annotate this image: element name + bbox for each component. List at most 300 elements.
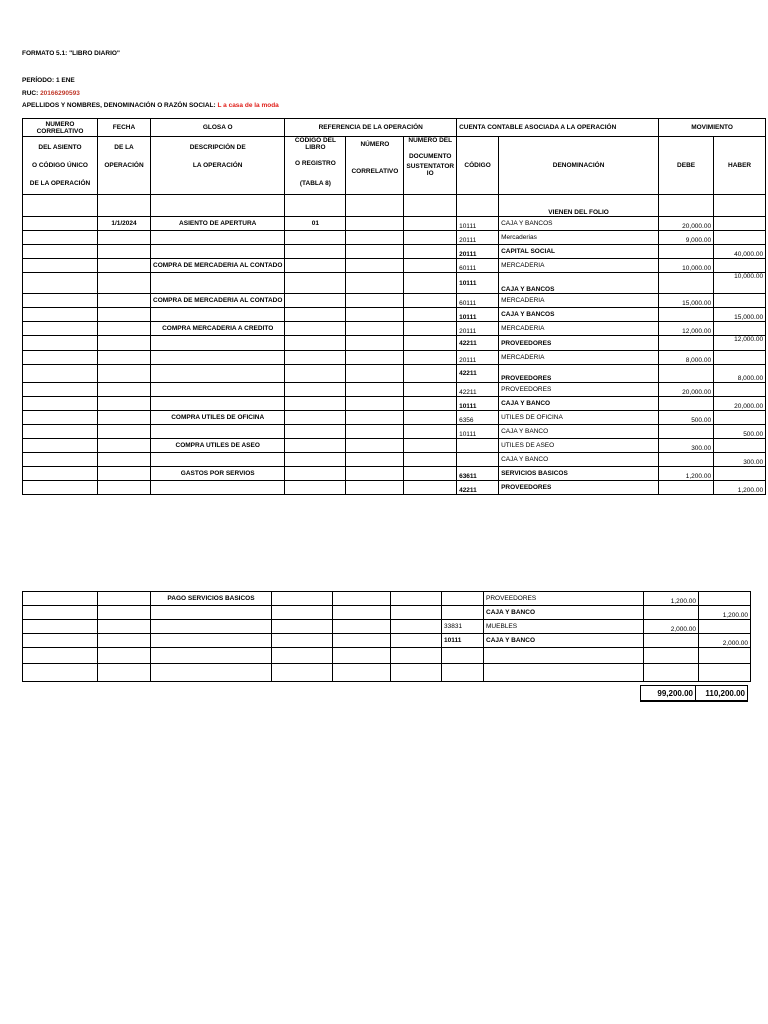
denominacion-cell: MERCADERIA	[499, 259, 659, 273]
libro-cell	[285, 231, 346, 245]
documento-cell	[404, 231, 457, 245]
codigo-cell: 10111	[457, 308, 499, 322]
denominacion-cell: UTILES DE OFICINA	[499, 411, 659, 425]
libro-cell	[285, 322, 346, 336]
table-row	[23, 245, 766, 259]
numero-cell	[23, 322, 98, 336]
numero-cell	[23, 481, 98, 495]
codigo-cell: 60111	[457, 259, 499, 273]
numero-cell	[23, 245, 98, 259]
glosa-cell	[151, 664, 272, 682]
debe-cell: 15,000.00	[659, 294, 714, 308]
glosa-cell: COMPRA UTILES DE ASEO	[151, 439, 285, 453]
numero-cell	[23, 411, 98, 425]
numero-cell	[23, 467, 98, 481]
numero-cell	[23, 664, 98, 682]
haber-cell: 2,000.00	[699, 634, 751, 648]
correlativo-cell	[346, 308, 404, 322]
fecha-cell	[98, 592, 151, 606]
denominacion-cell: CAJA Y BANCOS	[499, 217, 659, 231]
denominacion-cell: PROVEEDORES	[499, 336, 659, 351]
debe-cell: 300.00	[659, 439, 714, 453]
codigo-cell: 10111	[442, 634, 484, 648]
fecha-cell	[98, 308, 151, 322]
debe-cell	[659, 425, 714, 439]
numero-cell	[23, 397, 98, 411]
glosa-cell	[151, 245, 285, 259]
debe-cell: 500.00	[659, 411, 714, 425]
numero-cell	[23, 592, 98, 606]
numero-cell	[23, 453, 98, 467]
table-row	[23, 273, 766, 294]
debe-cell	[659, 453, 714, 467]
documento-cell	[404, 383, 457, 397]
table-row	[23, 336, 766, 351]
libro-cell	[285, 383, 346, 397]
codigo-cell: 20111	[457, 322, 499, 336]
fecha-cell	[98, 439, 151, 453]
table-row	[23, 439, 766, 453]
fecha-cell	[98, 231, 151, 245]
codigo-cell	[457, 439, 499, 453]
col-descripcion-de: DESCRIPCIÓN DE	[189, 144, 246, 151]
debe-cell: 20,000.00	[659, 217, 714, 231]
glosa-cell	[151, 231, 285, 245]
haber-cell	[714, 467, 766, 481]
vienen-del-folio: VIENEN DEL FOLIO	[499, 195, 659, 217]
debe-cell: 10,000.00	[659, 259, 714, 273]
table-row	[23, 634, 751, 648]
denominacion-cell: PROVEEDORES	[499, 365, 659, 383]
documento-cell	[404, 308, 457, 322]
documento-cell	[404, 336, 457, 351]
glosa-cell	[151, 481, 285, 495]
ruc-value: 20166290593	[40, 90, 80, 97]
libro-cell	[272, 606, 333, 620]
codigo-cell: 20111	[457, 245, 499, 259]
fecha-cell	[98, 294, 151, 308]
col-del-asiento: DEL ASIENTO	[38, 144, 82, 151]
numero-cell	[23, 259, 98, 273]
col-fecha-sub	[98, 137, 151, 195]
codigo-cell	[442, 664, 484, 682]
correlativo-cell	[346, 365, 404, 383]
correlativo-cell	[346, 273, 404, 294]
haber-cell: 8,000.00	[714, 365, 766, 383]
col-documento-h: DOCUMENTO	[408, 153, 452, 160]
correlativo-cell	[346, 294, 404, 308]
col-debe: DEBE	[659, 137, 714, 195]
table-row	[23, 592, 751, 606]
col-correlativo: CORRELATIVO	[351, 168, 399, 175]
haber-cell: 20,000.00	[714, 397, 766, 411]
col-cuenta: CUENTA CONTABLE ASOCIADA A LA OPERACIÓN	[457, 119, 659, 137]
glosa-cell: GASTOS POR SERVIOS	[151, 467, 285, 481]
numero-cell	[23, 294, 98, 308]
haber-cell	[714, 439, 766, 453]
glosa-cell	[151, 634, 272, 648]
fecha-cell: 1/1/2024	[98, 217, 151, 231]
col-de-la-operacion: DE LA OPERACIÓN	[29, 180, 91, 187]
correlativo-cell	[346, 245, 404, 259]
haber-cell	[714, 231, 766, 245]
fecha-cell	[98, 397, 151, 411]
denominacion-cell	[484, 648, 644, 664]
documento-cell	[404, 294, 457, 308]
table-row	[23, 322, 766, 336]
fecha-cell	[98, 351, 151, 365]
numero-cell	[23, 634, 98, 648]
col-fecha: FECHA	[98, 119, 151, 137]
table-row	[23, 397, 766, 411]
table-row	[23, 231, 766, 245]
numero-cell	[23, 425, 98, 439]
glosa-cell	[151, 273, 285, 294]
debe-cell: 12,000.00	[659, 322, 714, 336]
codigo-cell: 42211	[457, 383, 499, 397]
haber-cell	[714, 383, 766, 397]
glosa-cell: ASIENTO DE APERTURA	[151, 217, 285, 231]
col-referencia: REFERENCIA DE LA OPERACIÓN	[285, 119, 457, 137]
haber-cell	[714, 411, 766, 425]
documento-cell	[404, 273, 457, 294]
denominacion-cell: CAJA Y BANCO	[499, 425, 659, 439]
documento-cell	[404, 481, 457, 495]
fecha-cell	[98, 259, 151, 273]
glosa-cell	[151, 308, 285, 322]
codigo-cell: 60111	[457, 294, 499, 308]
libro-cell	[285, 411, 346, 425]
table-row	[23, 648, 751, 664]
denominacion-cell: PROVEEDORES	[499, 481, 659, 495]
codigo-cell	[442, 592, 484, 606]
glosa-cell	[151, 397, 285, 411]
period-label: PERÍODO: 1 ENE	[22, 77, 75, 84]
haber-cell: 40,000.00	[714, 245, 766, 259]
denominacion-cell: CAPITAL SOCIAL	[499, 245, 659, 259]
debe-cell	[659, 273, 714, 294]
libro-cell	[285, 294, 346, 308]
haber-cell	[714, 351, 766, 365]
fecha-cell	[98, 620, 151, 634]
numero-cell	[23, 308, 98, 322]
debe-cell	[659, 336, 714, 351]
col-glosa: GLOSA O	[151, 119, 285, 137]
glosa-cell: PAGO SERVICIOS BASICOS	[151, 592, 272, 606]
numero-cell	[23, 336, 98, 351]
numero-cell	[23, 231, 98, 245]
codigo-cell: 42211	[457, 336, 499, 351]
debe-cell	[659, 481, 714, 495]
correlativo-cell	[346, 411, 404, 425]
total-debe: 99,200.00	[641, 686, 696, 702]
libro-cell	[285, 439, 346, 453]
debe-cell: 9,000.00	[659, 231, 714, 245]
libro-cell	[272, 648, 333, 664]
glosa-cell	[151, 336, 285, 351]
codigo-cell: 42211	[457, 365, 499, 383]
documento-cell	[404, 467, 457, 481]
codigo-cell: 20111	[457, 351, 499, 365]
documento-cell	[404, 411, 457, 425]
haber-cell: 15,000.00	[714, 308, 766, 322]
libro-cell	[285, 467, 346, 481]
libro-cell	[285, 453, 346, 467]
libro-cell: 01	[285, 217, 346, 231]
codigo-cell	[442, 606, 484, 620]
debe-cell	[644, 634, 699, 648]
numero-cell	[23, 439, 98, 453]
debe-cell: 1,200.00	[644, 592, 699, 606]
denominacion-cell: CAJA Y BANCO	[499, 453, 659, 467]
libro-cell	[285, 308, 346, 322]
haber-cell: 1,200.00	[714, 481, 766, 495]
table-row	[23, 453, 766, 467]
correlativo-cell	[333, 620, 391, 634]
documento-cell	[391, 592, 442, 606]
correlativo-cell	[346, 481, 404, 495]
table-row	[23, 294, 766, 308]
documento-cell	[404, 365, 457, 383]
debe-cell: 8,000.00	[659, 351, 714, 365]
denominacion-cell: CAJA Y BANCOS	[499, 273, 659, 294]
glosa-cell: COMPRA DE MERCADERIA AL CONTADO	[151, 259, 285, 273]
fecha-cell	[98, 245, 151, 259]
libro-cell	[272, 634, 333, 648]
col-libro	[285, 137, 346, 195]
denominacion-cell: CAJA Y BANCO	[484, 606, 644, 620]
numero-cell	[23, 606, 98, 620]
codigo-cell	[457, 453, 499, 467]
fecha-cell	[98, 481, 151, 495]
col-tabla8: (TABLA 8)	[299, 180, 331, 187]
numero-cell	[23, 365, 98, 383]
fecha-cell	[98, 383, 151, 397]
glosa-cell	[151, 365, 285, 383]
col-glosa-sub	[151, 137, 285, 195]
documento-cell	[404, 397, 457, 411]
table-row	[23, 365, 766, 383]
documento-cell	[391, 664, 442, 682]
glosa-cell: COMPRA DE MERCADERIA AL CONTADO	[151, 294, 285, 308]
col-numero-correlativo	[346, 137, 404, 195]
col-o-registro: O REGISTRO	[295, 160, 336, 167]
correlativo-cell	[346, 439, 404, 453]
debe-cell: 1,200.00	[659, 467, 714, 481]
fecha-cell	[98, 425, 151, 439]
ledger-table-continued	[22, 591, 751, 682]
debe-cell	[659, 245, 714, 259]
table-row	[23, 606, 751, 620]
documento-cell	[404, 259, 457, 273]
col-codigo-unico: O CÓDIGO ÚNICO	[32, 162, 88, 169]
fecha-cell	[98, 273, 151, 294]
col-codigo-libro: CÓDIGO DEL LIBRO	[294, 137, 336, 151]
codigo-cell: 10111	[457, 397, 499, 411]
codigo-cell: 10111	[457, 217, 499, 231]
debe-cell	[644, 664, 699, 682]
numero-cell	[23, 620, 98, 634]
numero-cell	[23, 217, 98, 231]
table-row	[23, 383, 766, 397]
haber-cell: 500.00	[714, 425, 766, 439]
col-de-la: DE LA	[114, 144, 134, 151]
codigo-cell: 20111	[457, 231, 499, 245]
haber-cell	[714, 294, 766, 308]
col-numero-sub	[23, 137, 98, 195]
correlativo-cell	[333, 664, 391, 682]
codigo-cell	[442, 648, 484, 664]
haber-cell	[714, 217, 766, 231]
documento-cell	[404, 439, 457, 453]
table-row	[23, 425, 766, 439]
table-row	[23, 664, 751, 682]
total-haber: 110,200.00	[696, 686, 748, 702]
fecha-cell	[98, 467, 151, 481]
denominacion-cell: CAJA Y BANCO	[484, 634, 644, 648]
table-row	[23, 308, 766, 322]
documento-cell	[391, 634, 442, 648]
correlativo-cell	[346, 383, 404, 397]
glosa-cell: COMPRA UTILES DE OFICINA	[151, 411, 285, 425]
totals-row	[640, 685, 748, 702]
documento-cell	[404, 322, 457, 336]
haber-cell	[714, 322, 766, 336]
libro-cell	[285, 245, 346, 259]
company-name: L a casa de la moda	[217, 102, 279, 109]
libro-cell	[285, 273, 346, 294]
table-row	[23, 467, 766, 481]
correlativo-cell	[333, 606, 391, 620]
correlativo-cell	[346, 453, 404, 467]
debe-cell	[659, 365, 714, 383]
company-line	[22, 102, 279, 109]
codigo-cell: 6356	[457, 411, 499, 425]
codigo-cell: 10111	[457, 425, 499, 439]
documento-cell	[391, 648, 442, 664]
denominacion-cell: CAJA Y BANCOS	[499, 308, 659, 322]
denominacion-cell: MERCADERIA	[499, 351, 659, 365]
haber-cell: 10,000.00	[714, 273, 766, 294]
denominacion-cell: MERCADERIA	[499, 322, 659, 336]
glosa-cell: COMPRA MERCADERIA A CREDITO	[151, 322, 285, 336]
fecha-cell	[98, 634, 151, 648]
col-denominacion: DENOMINACIÓN	[499, 137, 659, 195]
correlativo-cell	[333, 634, 391, 648]
correlativo-cell	[346, 217, 404, 231]
documento-cell	[391, 606, 442, 620]
ruc-line	[22, 90, 80, 97]
format-title: FORMATO 5.1: "LIBRO DIARIO"	[22, 50, 121, 57]
denominacion-cell: CAJA Y BANCO	[499, 397, 659, 411]
documento-cell	[404, 217, 457, 231]
documento-cell	[404, 425, 457, 439]
table-row	[23, 411, 766, 425]
correlativo-cell	[346, 322, 404, 336]
documento-cell	[404, 245, 457, 259]
haber-cell: 300.00	[714, 453, 766, 467]
documento-cell	[404, 351, 457, 365]
codigo-cell: 42211	[457, 481, 499, 495]
denominacion-cell: MERCADERIA	[499, 294, 659, 308]
debe-cell: 20,000.00	[659, 383, 714, 397]
haber-cell	[699, 648, 751, 664]
correlativo-cell	[346, 351, 404, 365]
correlativo-cell	[346, 467, 404, 481]
glosa-cell	[151, 425, 285, 439]
documento-cell	[391, 620, 442, 634]
libro-cell	[285, 365, 346, 383]
correlativo-cell	[346, 336, 404, 351]
ledger-table	[22, 118, 766, 495]
haber-cell	[699, 620, 751, 634]
glosa-cell	[151, 648, 272, 664]
libro-cell	[285, 336, 346, 351]
col-haber: HABER	[714, 137, 766, 195]
table-row	[23, 217, 766, 231]
col-operacion: OPERACIÓN	[104, 162, 144, 169]
codigo-cell: 33831	[442, 620, 484, 634]
fecha-cell	[98, 453, 151, 467]
ruc-label: RUC:	[22, 90, 41, 97]
table-row	[23, 259, 766, 273]
libro-cell	[272, 664, 333, 682]
denominacion-cell	[484, 664, 644, 682]
libro-cell	[285, 259, 346, 273]
documento-cell	[404, 453, 457, 467]
fecha-cell	[98, 664, 151, 682]
libro-cell	[285, 351, 346, 365]
libro-cell	[285, 481, 346, 495]
glosa-cell	[151, 620, 272, 634]
denominacion-cell: PROVEEDORES	[499, 383, 659, 397]
denominacion-cell: PROVEEDORES	[484, 592, 644, 606]
numero-cell	[23, 351, 98, 365]
debe-cell	[644, 606, 699, 620]
denominacion-cell: UTILES DE ASEO	[499, 439, 659, 453]
numero-cell	[23, 648, 98, 664]
libro-cell	[272, 620, 333, 634]
debe-cell	[644, 648, 699, 664]
haber-cell	[714, 259, 766, 273]
col-numero-del: NÚMERO DEL	[408, 137, 453, 144]
correlativo-cell	[333, 648, 391, 664]
col-numero-h: NÚMERO	[360, 141, 390, 148]
codigo-cell: 63611	[457, 467, 499, 481]
libro-cell	[285, 425, 346, 439]
correlativo-cell	[346, 397, 404, 411]
correlativo-cell	[333, 592, 391, 606]
fecha-cell	[98, 606, 151, 620]
fecha-cell	[98, 322, 151, 336]
debe-cell: 2,000.00	[644, 620, 699, 634]
col-documento	[404, 137, 457, 195]
debe-cell	[659, 397, 714, 411]
fecha-cell	[98, 648, 151, 664]
correlativo-cell	[346, 231, 404, 245]
numero-cell	[23, 383, 98, 397]
col-sustentatorio: SUSTENTATOR IO	[406, 163, 455, 177]
correlativo-cell	[346, 425, 404, 439]
libro-cell	[272, 592, 333, 606]
haber-cell	[699, 592, 751, 606]
haber-cell: 12,000.00	[714, 336, 766, 351]
haber-cell: 1,200.00	[699, 606, 751, 620]
table-row	[23, 351, 766, 365]
haber-cell	[699, 664, 751, 682]
fecha-cell	[98, 365, 151, 383]
table-row	[23, 481, 766, 495]
